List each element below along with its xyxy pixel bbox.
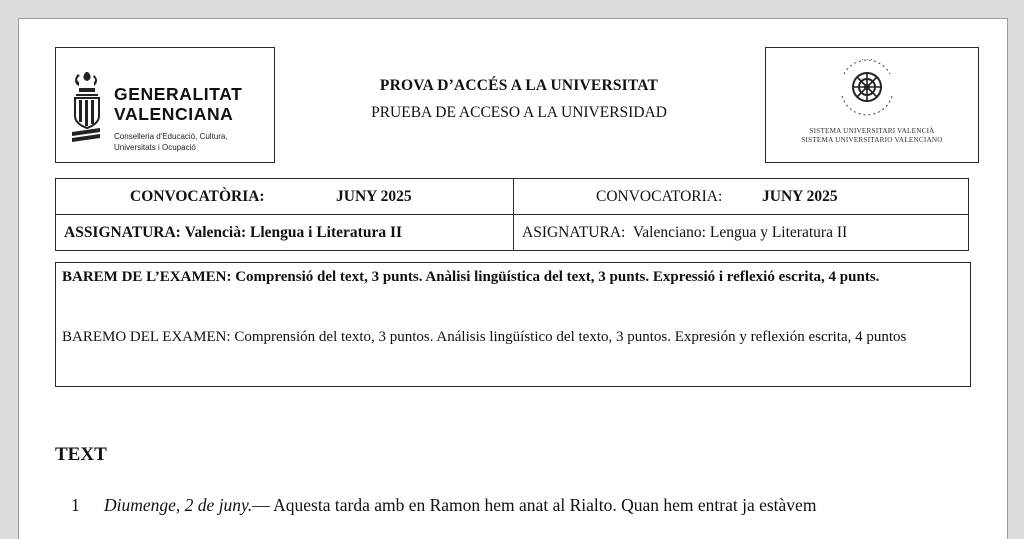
logo-line2: VALENCIANA bbox=[114, 104, 234, 124]
exam-info-table bbox=[55, 178, 969, 251]
text-line-date: Diumenge, 2 de juny. bbox=[104, 495, 253, 515]
seal-caption-1: SISTEMA UNIVERSITARI VALENCIÀ bbox=[809, 127, 935, 135]
logo-line1: GENERALITAT bbox=[114, 84, 243, 104]
convocatoria-es-cell bbox=[514, 179, 969, 215]
assignatura-ca-cell bbox=[56, 215, 514, 251]
line-number: 1 bbox=[71, 495, 80, 515]
convocatoria-ca-label: CONVOCATÒRIA: bbox=[130, 187, 265, 205]
convocatoria-ca-value: JUNY 2025 bbox=[336, 187, 412, 205]
assignatura-ca-value: Valencià: Llengua i Literatura II bbox=[184, 223, 403, 241]
text-line-body: — Aquesta tarda amb en Ramon hem anat al Rialto. Quan hem entrat ja estàvem bbox=[252, 495, 817, 515]
convocatoria-row bbox=[56, 179, 969, 215]
text-line-1 bbox=[104, 495, 816, 516]
convocatoria-es-value: JUNY 2025 bbox=[762, 187, 838, 205]
assignatura-ca-label: ASSIGNATURA: bbox=[64, 223, 181, 241]
assignatura-es-cell bbox=[514, 215, 969, 251]
barem-spanish: BAREMO DEL EXAMEN: Comprensión del texto, 3 puntos. Análisis lingüístico del texto, 3 puntos. Expresión y reflexión escrita, 4 puntos bbox=[62, 329, 907, 345]
siuv-logo-box bbox=[765, 47, 979, 163]
convocatoria-ca-cell bbox=[56, 179, 514, 215]
exam-page bbox=[18, 18, 1008, 539]
title-spanish: PRUEBA DE ACCESO A LA UNIVERSIDAD bbox=[371, 104, 667, 121]
text-section-title: TEXT bbox=[55, 444, 107, 465]
title-valencian: PROVA D’ACCÉS A LA UNIVERSITAT bbox=[379, 77, 659, 94]
convocatoria-es-label: CONVOCATORIA: bbox=[596, 187, 723, 205]
barem-valencian: BAREM DE L’EXAMEN: Comprensió del text, 3 punts. Anàlisi lingüística del text, 3 punts. Expressió i reflexió escrita, 4 punts. bbox=[62, 269, 880, 285]
seal-caption-2: SISTEMA UNIVERSITARIO VALENCIANO bbox=[801, 136, 943, 144]
barem-box bbox=[55, 262, 971, 387]
assignatura-row bbox=[56, 215, 969, 251]
generalitat-emblem-icon bbox=[70, 70, 104, 142]
svg-text:· · ·: · · · bbox=[861, 56, 873, 64]
assignatura-es-value: Valenciano: Lengua y Literatura II bbox=[632, 223, 848, 241]
generalitat-logo-box bbox=[55, 47, 275, 163]
logo-sub2: Universitats i Ocupació bbox=[114, 143, 196, 152]
assignatura-es-label: ASIGNATURA: bbox=[522, 223, 626, 241]
logo-sub1: Conselleria d'Educació, Cultura, bbox=[114, 132, 228, 141]
siuv-seal-icon bbox=[834, 54, 900, 120]
exam-header bbox=[299, 77, 739, 122]
